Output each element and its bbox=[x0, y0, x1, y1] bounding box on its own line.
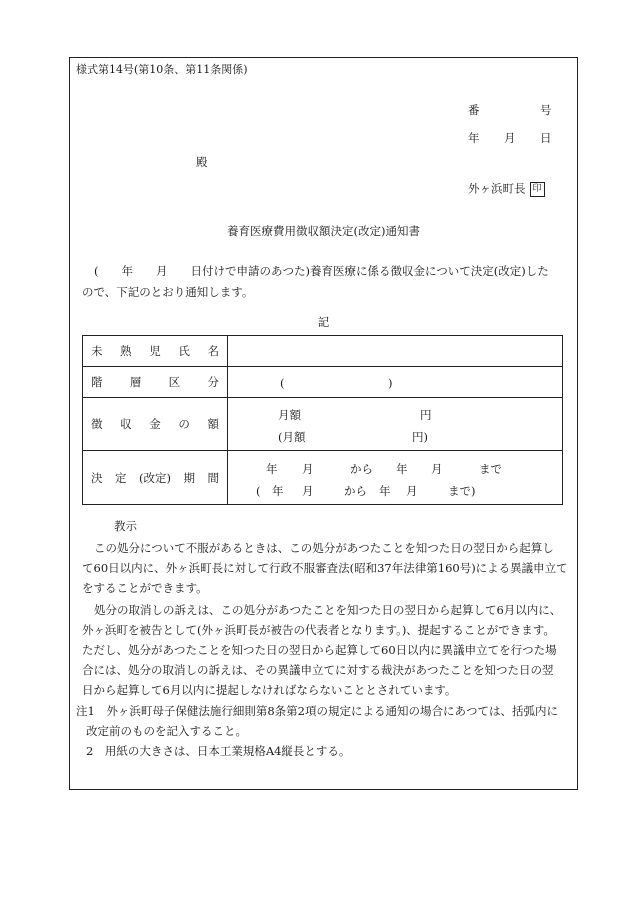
label-spread bbox=[83, 374, 227, 390]
form-frame bbox=[69, 57, 578, 790]
label-char: 児 bbox=[149, 344, 161, 358]
tier-value bbox=[228, 367, 563, 398]
label-char: の bbox=[178, 417, 190, 431]
body-line-1: ( 年 月 日付けで申請のあつた)養育医療に係る徴収金について決定(改定)した bbox=[94, 264, 549, 278]
seal-mark: 印 bbox=[530, 182, 545, 197]
yen-label-previous: 円) bbox=[412, 430, 428, 444]
label-char: 氏 bbox=[178, 344, 190, 358]
issuer-name: 外ヶ浜町長 bbox=[468, 181, 526, 196]
table-row bbox=[83, 451, 563, 505]
recipient-suffix: 殿 bbox=[196, 155, 208, 169]
label-char: 金 bbox=[149, 417, 161, 431]
table-row bbox=[83, 336, 563, 367]
number-label: 番 bbox=[468, 103, 480, 117]
instruction-heading: 教示 bbox=[114, 519, 137, 533]
label-char: 階 bbox=[91, 375, 103, 389]
note-2: 2 用紙の大きさは、日本工業規格A4縦長とする。 bbox=[86, 744, 351, 758]
document-title: 養育医療費用徴収額決定(改定)通知書 bbox=[227, 224, 420, 238]
yen-label: 円 bbox=[420, 408, 432, 422]
number-suffix: 号 bbox=[540, 103, 552, 117]
label-char: 名 bbox=[207, 344, 219, 358]
note-1-line2: 改定前のものを記入すること。 bbox=[86, 724, 247, 738]
row-label-child-name bbox=[83, 336, 228, 367]
instruction-p2-line5: 日から起算して6月以内に提起しなければならないこととされています。 bbox=[82, 683, 457, 697]
label-char: 分 bbox=[207, 375, 219, 389]
label-spread bbox=[83, 343, 227, 359]
label-char: 層 bbox=[129, 375, 142, 389]
period-end-month: 月 bbox=[431, 461, 443, 476]
issuer-line bbox=[468, 182, 545, 197]
monthly-label: 月額 bbox=[278, 408, 301, 422]
period-until: まで bbox=[479, 461, 502, 476]
label-char: 熟 bbox=[120, 344, 132, 358]
label-char: 間 bbox=[207, 470, 219, 485]
label-spread bbox=[83, 416, 227, 432]
label-char: 区 bbox=[168, 375, 181, 389]
row-label-amount bbox=[83, 398, 228, 451]
instruction-p2-line4: 合には、処分の取消しの訴えは、その異議申立てに対する裁決があつたことを知つた日の翌 bbox=[82, 663, 554, 677]
date-month: 月 bbox=[504, 131, 516, 145]
period-prev-end-year: 年 bbox=[379, 483, 391, 498]
instruction-p1-line3: をすることができます。 bbox=[82, 581, 208, 595]
period-prev-from: から bbox=[344, 483, 367, 498]
table-row bbox=[83, 398, 563, 451]
tier-paren-close: ) bbox=[388, 376, 393, 390]
label-char: 期 bbox=[183, 470, 195, 485]
label-char: (改定) bbox=[139, 470, 171, 485]
period-prev-end-month: 月 bbox=[406, 483, 418, 498]
child-name-value bbox=[228, 336, 563, 367]
period-prev-start-year: ( 年 bbox=[256, 483, 284, 498]
period-value bbox=[228, 451, 563, 505]
period-start-year: 年 bbox=[266, 461, 278, 476]
instruction-p2-line1: 処分の取消しの訴えは、この処分があつたことを知つた日の翌日から起算して6月以内に、 bbox=[94, 603, 562, 617]
row-label-tier bbox=[83, 367, 228, 398]
note-1-line1: 注1 外ヶ浜町母子保健法施行細則第8条第2項の規定による通知の場合にあつては、括弧内に bbox=[76, 704, 558, 718]
amount-value bbox=[228, 398, 563, 451]
period-start-month: 月 bbox=[302, 461, 314, 476]
table-row bbox=[83, 367, 563, 398]
details-table bbox=[82, 335, 563, 505]
row-label-period bbox=[83, 451, 228, 505]
label-char: 額 bbox=[207, 417, 219, 431]
label-char: 未 bbox=[91, 344, 103, 358]
label-char: 徴 bbox=[91, 417, 103, 431]
period-prev-until: まで) bbox=[448, 483, 476, 498]
date-day: 日 bbox=[540, 131, 552, 145]
instruction-p2-line2: 外ヶ浜町を被告として(外ヶ浜町長が被告の代表者となります。)、提起することができます。 bbox=[82, 623, 555, 637]
monthly-label-previous: (月額 bbox=[278, 430, 306, 444]
form-label: 様式第14号(第10条、第11条関係) bbox=[76, 63, 248, 76]
label-char: 収 bbox=[120, 417, 132, 431]
body-line-2: ので、下記のとおり通知します。 bbox=[82, 285, 254, 299]
period-from: から bbox=[350, 461, 373, 476]
tier-paren-open: ( bbox=[280, 376, 285, 390]
period-end-year: 年 bbox=[396, 461, 408, 476]
instruction-p2-line3: ただし、処分があつたことを知つた日の翌日から起算して60日以内に異議申立てを行つた場 bbox=[82, 643, 557, 657]
label-char: 定 bbox=[115, 470, 127, 485]
period-prev-start-month: 月 bbox=[302, 483, 314, 498]
date-year: 年 bbox=[468, 131, 480, 145]
instruction-p1-line2: て60日以内に、外ヶ浜町長に対して行政不服審査法(昭和37年法律第160号)による異議申立て bbox=[82, 561, 568, 575]
label-char: 決 bbox=[91, 470, 103, 485]
label-spread bbox=[83, 470, 227, 486]
ki-heading: 記 bbox=[317, 315, 330, 329]
instruction-p1-line1: この処分について不服があるときは、この処分があつたことを知つた日の翌日から起算し bbox=[94, 541, 554, 555]
